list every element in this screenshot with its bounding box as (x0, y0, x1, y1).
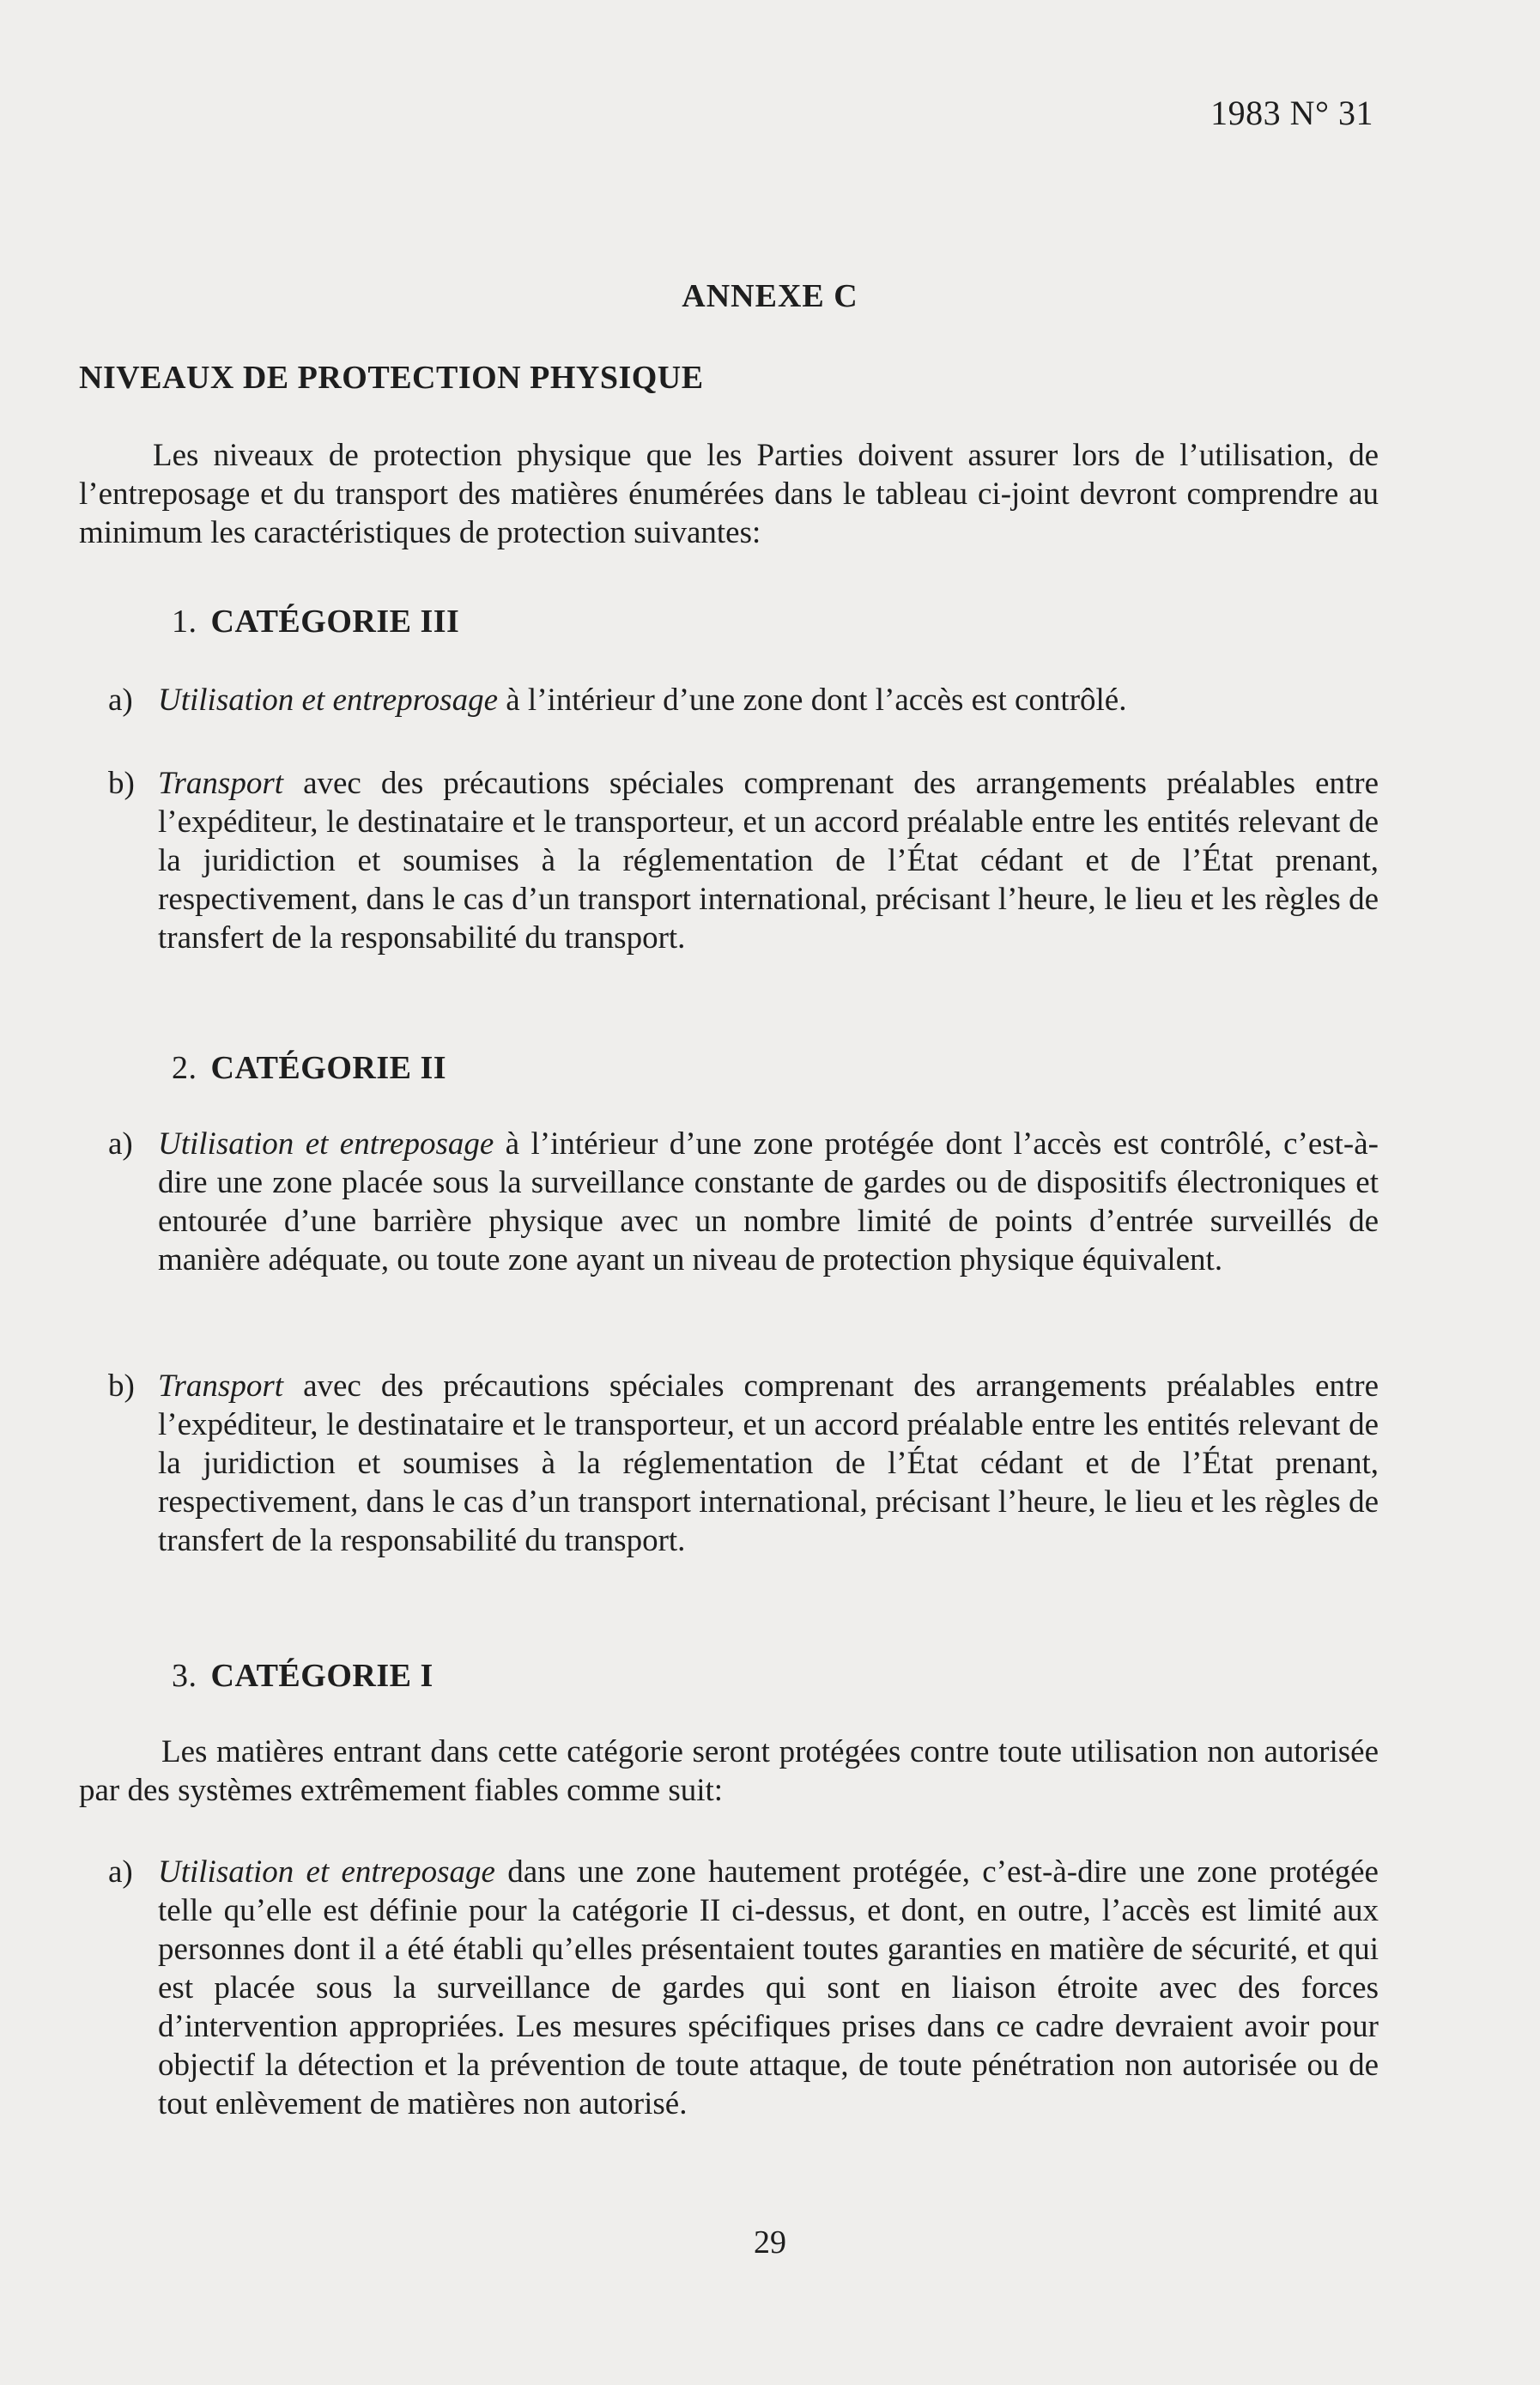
item-term: Utilisation et entreposage (158, 1126, 494, 1162)
item-text: avec des précautions spéciales comprenant des arrangements préalables entre l’expéditeur, le destinataire et le transporteur, et un accord préalable entre les entités relevant de la juridiction et soumises à la réglementation de l’État cédant et de l’État prenant, respectivement, dans le cas d’un transport international, précisant l’heure, le lieu et les règles de transfert de la responsabilité du transport. (158, 1368, 1379, 1558)
item-letter: b) (108, 766, 135, 801)
item-letter: a) (108, 1854, 133, 1890)
item-text: dans une zone hautement protégée, c’est-à-dire une zone protégée telle qu’elle est définie pour la catégorie II ci-dessus, et dont, en outre, l’accès est limité aux personnes dont il a été établi qu’elles présentaient toutes garanties en matière de sécurité, et qui est placée sous la surveillance de gardes qui sont en liaison étroite avec des forces d’intervention appropriées. Les mesures spécifiques prises dans ce cadre devraient avoir pour objectif la détection et la prévention de toute attaque, de toute pénétration non autorisée ou de tout enlèvement de matières non autorisé. (158, 1854, 1379, 2121)
item-letter: b) (108, 1368, 135, 1404)
section-title: CATÉGORIE II (210, 1050, 447, 1086)
section-number: 1. (172, 604, 197, 640)
item-text: à l’intérieur d’une zone protégée dont l’accès est contrôlé, c’est-à-dire une zone placée sous la surveillance constante de gardes ou de dispositifs électroniques et entourée d’une barrière physique avec un nombre limité de points d’entrée surveillés de manière adéquate, ou toute zone ayant un niveau de protection physique équivalent. (158, 1126, 1379, 1277)
intro-paragraph: Les niveaux de protection physique que les Parties doivent assurer lors de l’utilisation, de l’entreposage et du transport des matières énumérées dans le tableau ci-joint devront comprendre au minimum les caractéristiques de protection suivantes: (79, 438, 1379, 550)
page-number: 29 (754, 2224, 786, 2261)
item-text: avec des précautions spéciales comprenant des arrangements préalables entre l’expéditeur, le destinataire et le transporteur, et un accord préalable entre les entités relevant de la juridiction et soumises à la réglementation de l’État cédant et de l’État prenant, respectivement, dans le cas d’un transport international, précisant l’heure, le lieu et les règles de transfert de la responsabilité du transport. (158, 766, 1379, 956)
item-term: Transport (158, 1368, 284, 1404)
item-text: à l’intérieur d’une zone dont l’accès est contrôlé. (498, 683, 1127, 718)
section-heading (172, 1049, 446, 1087)
item-term: Utilisation et entreposage (158, 1854, 495, 1890)
section-title: CATÉGORIE III (210, 604, 460, 640)
list-item (108, 1367, 1379, 1560)
item-term: Transport (158, 766, 284, 801)
section-heading (172, 603, 459, 640)
section-intro-paragraph: Les matières entrant dans cette catégorie seront protégées contre toute utilisation non autorisée par des systèmes extrêmement fiables comme suit: (79, 1734, 1379, 1808)
annex-subtitle: NIVEAUX DE PROTECTION PHYSIQUE (79, 360, 704, 396)
item-term: Utilisation et entreprosage (158, 683, 498, 718)
section-title: CATÉGORIE I (210, 1658, 434, 1694)
item-letter: a) (108, 683, 133, 718)
annex-title: ANNEXE C (682, 278, 858, 314)
list-item (108, 1853, 1379, 2123)
section-heading (172, 1657, 434, 1695)
list-item (108, 681, 1379, 719)
section-number: 3. (172, 1658, 197, 1694)
document-reference: 1983 N° 31 (1210, 94, 1373, 132)
section-number: 2. (172, 1050, 197, 1086)
item-letter: a) (108, 1126, 133, 1162)
list-item (108, 1125, 1379, 1279)
list-item (108, 764, 1379, 957)
